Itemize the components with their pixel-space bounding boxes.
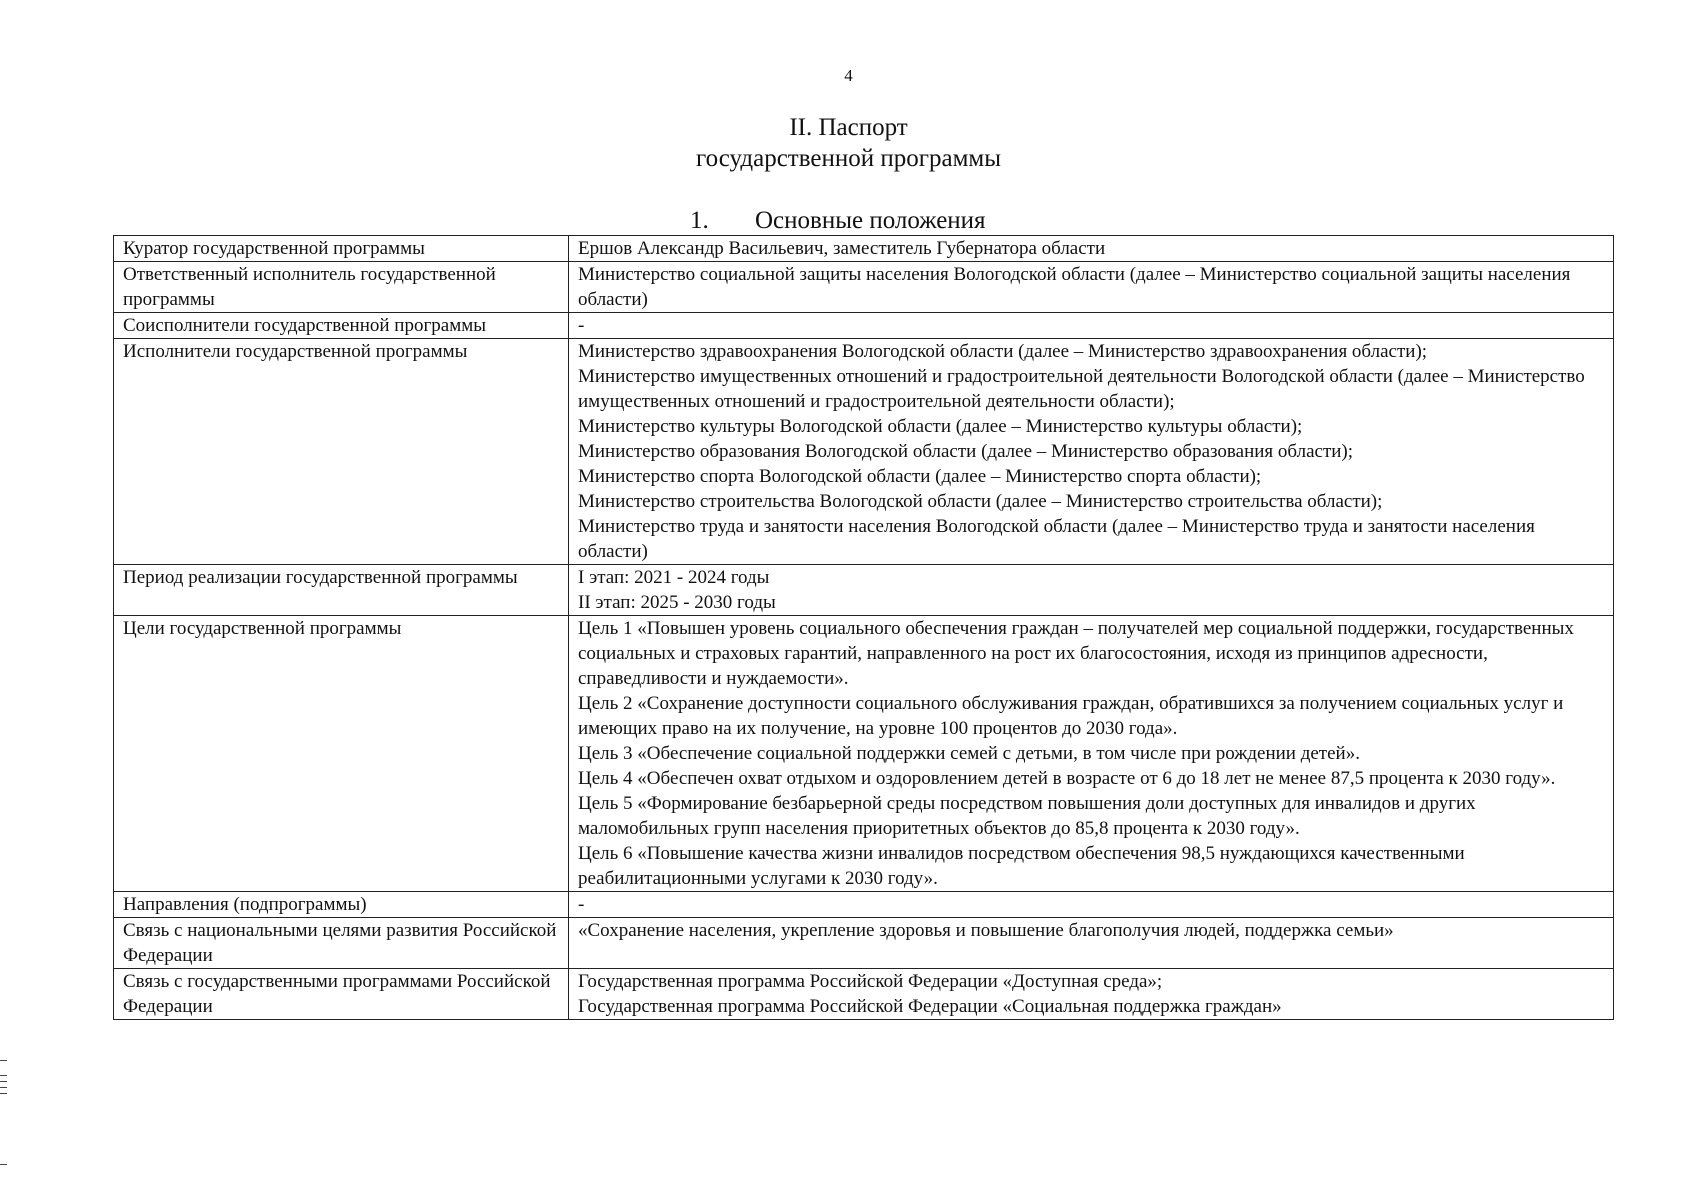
row-label: Связь с государственными программами Российской Федерации: [114, 969, 569, 1020]
row-value: [569, 918, 1614, 969]
value-line: Министерство спорта Вологодской области (далее – Министерство спорта области);: [578, 466, 1262, 487]
scan-margin-marks: [0, 1050, 8, 1180]
title-line-1: II. Паспорт: [789, 114, 908, 141]
table-row: [114, 969, 1614, 1020]
section-title-text: Основные положения: [755, 207, 986, 234]
value-line: II этап: 2025 - 2030 годы: [578, 592, 776, 613]
table-row: [114, 918, 1614, 969]
row-value: [569, 339, 1614, 565]
value-line: Цель 4 «Обеспечен охват отдыхом и оздоровлением детей в возрасте от 6 до 18 лет не менее 87,5 процента к 2030 году».: [578, 768, 1556, 789]
row-value: [569, 236, 1614, 262]
row-label: Направления (подпрограммы): [114, 892, 569, 918]
value-line: Министерство имущественных отношений и градостроительной деятельности Вологодской области (далее – Министерство имущественных отношений и градостроительной деятельности области);: [578, 366, 1585, 412]
value-line: Министерство культуры Вологодской области (далее – Министерство культуры области);: [578, 416, 1303, 437]
section-number: 1.: [690, 207, 709, 234]
value-line: Цель 1 «Повышен уровень социального обеспечения граждан – получателей мер социальной поддержки, государственных социальных и страховых гарантий, направленного на рост их благосостояния, исходя из принципов адресности, справедливости и нуждаемости».: [578, 618, 1574, 689]
value-line: Государственная программа Российской Федерации «Социальная поддержка граждан»: [578, 996, 1282, 1017]
value-line: «Сохранение населения, укрепление здоровья и повышение благополучия людей, поддержка семьи»: [578, 920, 1394, 941]
value-line: Министерство социальной защиты населения Вологодской области (далее – Министерство социальной защиты населения области): [578, 264, 1571, 310]
table-row: [114, 565, 1614, 616]
row-value: [569, 565, 1614, 616]
row-label: Куратор государственной программы: [114, 236, 569, 262]
table-row: [114, 236, 1614, 262]
document-title: [0, 112, 1697, 174]
row-label: Соисполнители государственной программы: [114, 313, 569, 339]
title-line-2: государственной программы: [695, 145, 1002, 172]
row-value: [569, 313, 1614, 339]
row-value: [569, 616, 1614, 892]
row-label: Связь с национальными целями развития Российской Федерации: [114, 918, 569, 969]
value-line: Государственная программа Российской Федерации «Доступная среда»;: [578, 971, 1163, 992]
value-line: -: [578, 315, 585, 336]
row-label: Исполнители государственной программы: [114, 339, 569, 565]
table-row: [114, 339, 1614, 565]
table-row: [114, 313, 1614, 339]
value-line: Министерство образования Вологодской области (далее – Министерство образования области);: [578, 441, 1354, 462]
value-line: Министерство труда и занятости населения Вологодской области (далее – Министерство труда и занятости населения области): [578, 516, 1535, 562]
table-row: [114, 262, 1614, 313]
row-value: [569, 262, 1614, 313]
value-line: Ершов Александр Васильевич, заместитель Губернатора области: [578, 238, 1106, 259]
table-row: [114, 892, 1614, 918]
row-label: Период реализации государственной программы: [114, 565, 569, 616]
row-label: Ответственный исполнитель государственной программы: [114, 262, 569, 313]
value-line: Министерство здравоохранения Вологодской области (далее – Министерство здравоохранения области);: [578, 341, 1428, 362]
passport-table: [113, 235, 1614, 1020]
row-value: [569, 969, 1614, 1020]
value-line: Цель 6 «Повышение качества жизни инвалидов посредством обеспечения 98,5 нуждающихся качественными реабилитационными услугами к 2030 году».: [578, 843, 1465, 889]
value-line: Цель 2 «Сохранение доступности социального обслуживания граждан, обратившихся за получением социальных услуг и имеющих право на их получение, на уровне 100 процентов до 2030 года».: [578, 693, 1564, 739]
value-line: -: [578, 894, 585, 915]
row-label: Цели государственной программы: [114, 616, 569, 892]
value-line: Цель 3 «Обеспечение социальной поддержки семей с детьми, в том числе при рождении детей».: [578, 743, 1360, 764]
section-heading: [690, 207, 986, 235]
value-line: Министерство строительства Вологодской области (далее – Министерство строительства области);: [578, 491, 1383, 512]
value-line: I этап: 2021 - 2024 годы: [578, 567, 770, 588]
table-row: [114, 616, 1614, 892]
row-value: [569, 892, 1614, 918]
page-number: 4: [844, 66, 853, 85]
value-line: Цель 5 «Формирование безбарьерной среды посредством повышения доли доступных для инвалидов и других маломобильных групп населения приоритетных объектов до 85,8 процента к 2030 году».: [578, 793, 1476, 839]
